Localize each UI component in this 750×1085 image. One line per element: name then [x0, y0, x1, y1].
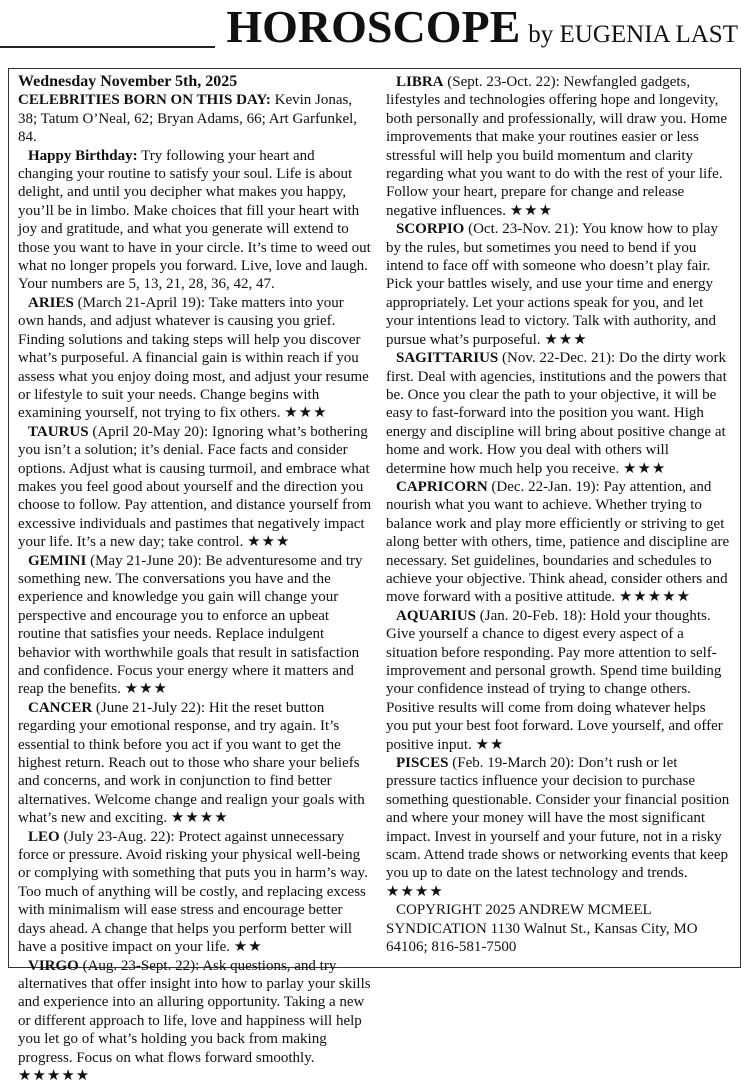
star-rating: ★★★ — [510, 203, 553, 219]
page-title: HOROSCOPE — [226, 1, 520, 52]
sign-text: Hold your thoughts. Give yourself a chance to digest every aspect of a situation before responding. Pay more attention to self-improvement and personal growth. Spend time building your confidence instead of trying to change others. Positive results will come from doing whatever helps you put your best foot forward. Love yourself, and offer positive input. — [386, 608, 723, 753]
sign-dates: (Nov. 22-Dec. 21): — [502, 350, 615, 366]
sign-dates: (May 21-June 20): — [90, 553, 202, 569]
sign-name: LIBRA — [396, 74, 444, 90]
sign-dates: (Oct. 23-Nov. 21): — [468, 221, 579, 237]
star-rating: ★★★★ — [171, 810, 229, 826]
star-rating: ★★★ — [544, 332, 587, 348]
sign-text: Do the dirty work first. Deal with agencies, institutions and the powers that be. Once you clear the path to your objective, it will be easy to fast-forward into the position you want. High energy and discipline will bring about positive change at home and work. How you deal with others will determine how much help you receive. — [386, 350, 727, 476]
celebrities-paragraph — [18, 91, 373, 146]
sign-pisces — [386, 754, 731, 901]
sign-taurus — [18, 423, 373, 552]
star-rating: ★★★★ — [386, 884, 444, 900]
sign-aries — [18, 294, 373, 423]
star-rating: ★★★★★ — [18, 1068, 90, 1084]
birthday-text: Try following your heart and changing your routine to satisfy your soul. Life is about delight, and until you decipher what makes you happy, you’ll be in limbo. Make choices that fill your heart with joy and gratitude, and what you generate will extend to those you want to have in your circle. It’s time to weed out what no longer propels you forward. Live, love and laugh. Your numbers are 5, 13, 21, 28, 36, 42, 47. — [18, 148, 371, 293]
sign-leo — [18, 828, 373, 957]
sign-dates: (Jan. 20-Feb. 18): — [480, 608, 587, 624]
copyright-notice: COPYRIGHT 2025 ANDREW MCMEEL SYNDICATION 1130 Walnut St., Kansas City, MO 64106; 816-581-7500 — [386, 901, 731, 956]
sign-name: AQUARIUS — [396, 608, 476, 624]
sign-text: Ignoring what’s bothering you isn’t a solution; it’s denial. Face facts and consider options. Adjust what is causing turmoil, and embrace what makes you feel good about yourself and the direction you choose to follow. Pay attention, and distance yourself from excessive individuals and pastimes that negatively impact your life. It’s a new day; take control. — [18, 424, 371, 550]
sign-text: Pay attention, and nourish what you want to achieve. Whether trying to balance work and play more efficiently or striving to get along better with others, time, patience and discipline are necessary. Set guidelines, boundaries and schedules to achieve your objective. Think ahead, consider others and move forward with a positive attitude. — [386, 479, 729, 605]
sign-dates: (June 21-July 22): — [96, 700, 205, 716]
sign-dates: (Feb. 19-March 20): — [452, 755, 574, 771]
sign-scorpio — [386, 220, 731, 349]
sign-dates: (March 21-April 19): — [78, 295, 205, 311]
sign-dates: (July 23-Aug. 22): — [63, 829, 174, 845]
horoscope-box — [8, 68, 741, 968]
sign-name: PISCES — [396, 755, 449, 771]
star-rating: ★★★ — [247, 534, 290, 550]
sign-text: Newfangled gadgets, lifestyles and technologies offering hope and longevity, both personally and professionally, will draw you. Home improvements that make your routines easier or less stressful will help you build momentum and clarity regarding what you want to do with the rest of your life. Follow your heart, prepare for change and release negative influences. — [386, 74, 727, 219]
sign-text: Ask questions, and try alternatives that offer insight into how to parlay your skills and experience into an alluring opportunity. Taking a new or different approach to life, love and happiness will help you let go of what’s holding you back from making progress. Focus on what flows forward smoothly. — [18, 958, 371, 1066]
celebrities-text: Kevin Jonas, 38; Tatum O’Neal, 62; Bryan Adams, 66; Art Garfunkel, 84. — [18, 92, 357, 145]
sign-name: LEO — [28, 829, 60, 845]
star-rating: ★★★ — [125, 681, 168, 697]
star-rating: ★★★ — [284, 405, 327, 421]
sign-name: VIRGO — [28, 958, 79, 974]
left-column — [18, 73, 373, 1085]
sign-name: CAPRICORN — [396, 479, 488, 495]
masthead — [0, 0, 750, 56]
sign-gemini — [18, 552, 373, 699]
birthday-paragraph — [18, 147, 373, 294]
sign-dates: (Dec. 22-Jan. 19): — [491, 479, 599, 495]
sign-text: Take matters into your own hands, and adjust whatever is causing you grief. Finding solutions and taking steps will help you discover what’s purposeful. A financial gain is within reach if you assess what you enjoy doing most, and adjust your resume or lifestyle to suit your needs. Change begins with examining yourself, not trying to fix others. — [18, 295, 369, 421]
sign-cancer — [18, 699, 373, 828]
masthead-rule — [0, 46, 215, 48]
sign-sagittarius — [386, 349, 731, 478]
sign-dates: (Aug. 23-Sept. 22): — [83, 958, 200, 974]
sign-text: Don’t rush or let pressure tactics influence your decision to purchase something questionable. Consider your financial position and where your money will have the most significant impact. Invest in yourself and your future, not in a risky scam. Attend trade shows or networking events that keep you up to date on the latest technology and trends. — [386, 755, 729, 881]
star-rating: ★★ — [476, 737, 505, 753]
sign-name: GEMINI — [28, 553, 86, 569]
sign-name: TAURUS — [28, 424, 89, 440]
masthead-title-group — [226, 2, 738, 52]
sign-aquarius — [386, 607, 731, 754]
sign-capricorn — [386, 478, 731, 607]
sign-name: ARIES — [28, 295, 74, 311]
birthday-label: Happy Birthday: — [28, 148, 138, 164]
star-rating: ★★★ — [623, 461, 666, 477]
sign-text: Hit the reset button regarding your emotional response, and try again. It’s essential to think before you act if you want to get the highest return. Reach out to those who share your beliefs and concerns, and work in conjunction to find better alternatives. Welcome change and realign your goals with what’s new and exciting. — [18, 700, 365, 826]
date-heading: Wednesday November 5th, 2025 — [18, 73, 373, 91]
sign-name: SCORPIO — [396, 221, 464, 237]
sign-name: SAGITTARIUS — [396, 350, 498, 366]
sign-text: You know how to play by the rules, but sometimes you need to bend if you intend to face off with someone who doesn’t play fair. Pick your battles wisely, and use your time and energy appropriately. Let your actions speak for you, and let your intentions lead to victory. Talk with authority, and pursue what’s purposeful. — [386, 221, 718, 347]
sign-dates: (April 20-May 20): — [92, 424, 208, 440]
sign-dates: (Sept. 23-Oct. 22): — [447, 74, 559, 90]
celebrities-label: CELEBRITIES BORN ON THIS DAY: — [18, 92, 271, 108]
star-rating: ★★★★★ — [619, 589, 691, 605]
star-rating: ★★ — [234, 939, 263, 955]
sign-libra — [386, 73, 731, 220]
byline: by EUGENIA LAST — [528, 21, 738, 48]
sign-name: CANCER — [28, 700, 92, 716]
sign-text: Be adventuresome and try something new. The conversations you have and the experience and knowledge you gain will change your perspective and encourage you to enforce an upbeat routine that satisfies your needs. Replace indulgent behavior with worthwhile goals that result in satisfaction and confidence. Focus your energy where it matters and reap the benefits. — [18, 553, 363, 698]
right-column — [386, 73, 731, 957]
sign-text: Protect against unnecessary force or pressure. Avoid risking your physical well-being or complying with something that puts you in harm’s way. Too much of anything will be costly, and replacing excess with minimalism will ease stress and encourage better days ahead. A change that helps you perform better will have a positive impact on your life. — [18, 829, 368, 955]
sign-virgo — [18, 957, 373, 1085]
